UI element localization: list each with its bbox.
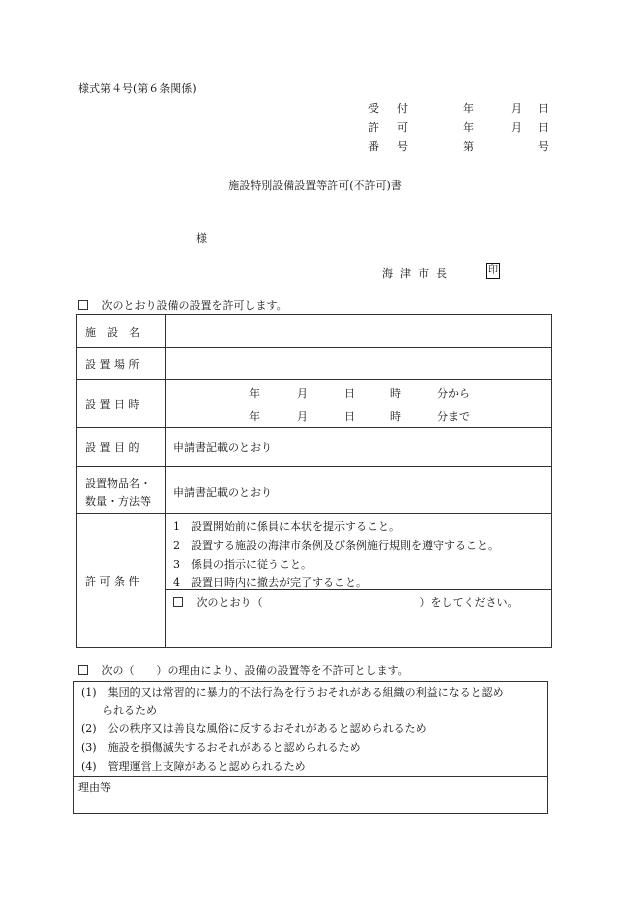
reason-other-label: 理由等: [78, 781, 111, 794]
to-month: 月: [297, 410, 308, 423]
number-label-2: 号: [397, 140, 408, 153]
row-divider: [77, 466, 551, 467]
form-id: 様式第４号(第６条関係): [78, 82, 197, 95]
addressee-suffix: 様: [196, 232, 207, 245]
conditions-label: 許 可 条 件: [85, 575, 140, 588]
reason-item: (2) 公の秩序又は善良な風俗に反するおそれがあると認められるため: [81, 722, 427, 735]
deny-reasons-box: [73, 681, 548, 814]
received-year: 年: [463, 102, 474, 115]
permit-table: [76, 314, 552, 648]
items-label-line-1: 設置物品名・: [85, 477, 151, 490]
permitted-year: 年: [463, 121, 474, 134]
number-suffix: 号: [538, 140, 549, 153]
received-day: 日: [538, 102, 549, 115]
other-condition-line[interactable]: [173, 594, 519, 610]
permitted-day: 日: [538, 121, 549, 134]
reason-item: (1) 集団的又は常習的に暴力的不法行為を行うおそれがある組織の利益になると認め: [81, 686, 504, 699]
number-label-1: 番: [368, 140, 379, 153]
row-divider: [77, 347, 551, 348]
seal-mark: 印: [486, 263, 500, 279]
condition-item: 1 設置開始前に係員に本状を提示すること。: [173, 520, 400, 533]
condition-item: 4 設置日時内に撤去が完了すること。: [173, 576, 367, 589]
items-label-line-2: 数量・方法等: [85, 495, 151, 508]
permit-checkbox[interactable]: [78, 300, 88, 310]
other-condition-suffix: ）をしてください。: [419, 596, 519, 609]
received-month: 月: [511, 102, 522, 115]
received-label-2: 付: [397, 102, 408, 115]
row-divider: [77, 379, 551, 380]
row-divider: [77, 427, 551, 428]
permitted-month: 月: [511, 121, 522, 134]
location-label: 設 置 場 所: [85, 358, 140, 371]
permitted-label-1: 許: [368, 121, 379, 134]
purpose-value: 申請書記載のとおり: [173, 441, 272, 454]
received-row: [368, 100, 548, 119]
row-divider: [77, 513, 551, 514]
permit-checkbox-label: 次のとおり設備の設置を許可します。: [101, 299, 288, 312]
to-minute: 分まで: [437, 410, 470, 423]
to-day: 日: [344, 410, 355, 423]
from-day: 日: [344, 387, 355, 400]
table-divider: [165, 315, 166, 647]
condition-item: 2 設置する施設の海津市条例及び条例施行規則を遵守すること。: [173, 539, 499, 552]
reason-item: (3) 施設を損傷滅失するおそれがあると認められるため: [81, 741, 361, 754]
facility-name-label: 施 設 名: [85, 326, 140, 339]
from-year: 年: [249, 387, 260, 400]
permit-checkbox-line[interactable]: [78, 297, 288, 313]
number-row: [368, 138, 548, 157]
deny-checkbox-line[interactable]: [78, 662, 409, 678]
other-condition-prefix: 次のとおり（: [196, 596, 263, 609]
purpose-label: 設 置 目 的: [85, 441, 140, 454]
other-condition-checkbox[interactable]: [173, 597, 183, 607]
received-label-1: 受: [368, 102, 379, 115]
condition-item: 3 係員の指示に従うこと。: [173, 558, 312, 571]
document-title: 施設特別設備設置等許可(不許可)書: [228, 179, 402, 192]
from-minute: 分から: [437, 387, 470, 400]
deny-checkbox[interactable]: [78, 665, 88, 675]
datetime-label: 設 置 日 時: [85, 398, 140, 411]
reception-block: [368, 100, 548, 157]
from-hour: 時: [390, 387, 401, 400]
to-hour: 時: [390, 410, 401, 423]
issuer-name: 海津市長: [382, 267, 454, 280]
to-year: 年: [249, 410, 260, 423]
permitted-label-2: 可: [397, 121, 408, 134]
number-prefix: 第: [463, 140, 474, 153]
from-month: 月: [297, 387, 308, 400]
reason-item-continued: られるため: [102, 704, 157, 717]
deny-checkbox-label: 次の（ ）の理由により、設備の設置等を不許可とします。: [101, 664, 409, 677]
items-value: 申請書記載のとおり: [173, 486, 272, 499]
reason-divider: [74, 776, 547, 777]
reason-item: (4) 管理運営上支障があると認められるため: [81, 760, 306, 773]
permitted-row: [368, 119, 548, 138]
